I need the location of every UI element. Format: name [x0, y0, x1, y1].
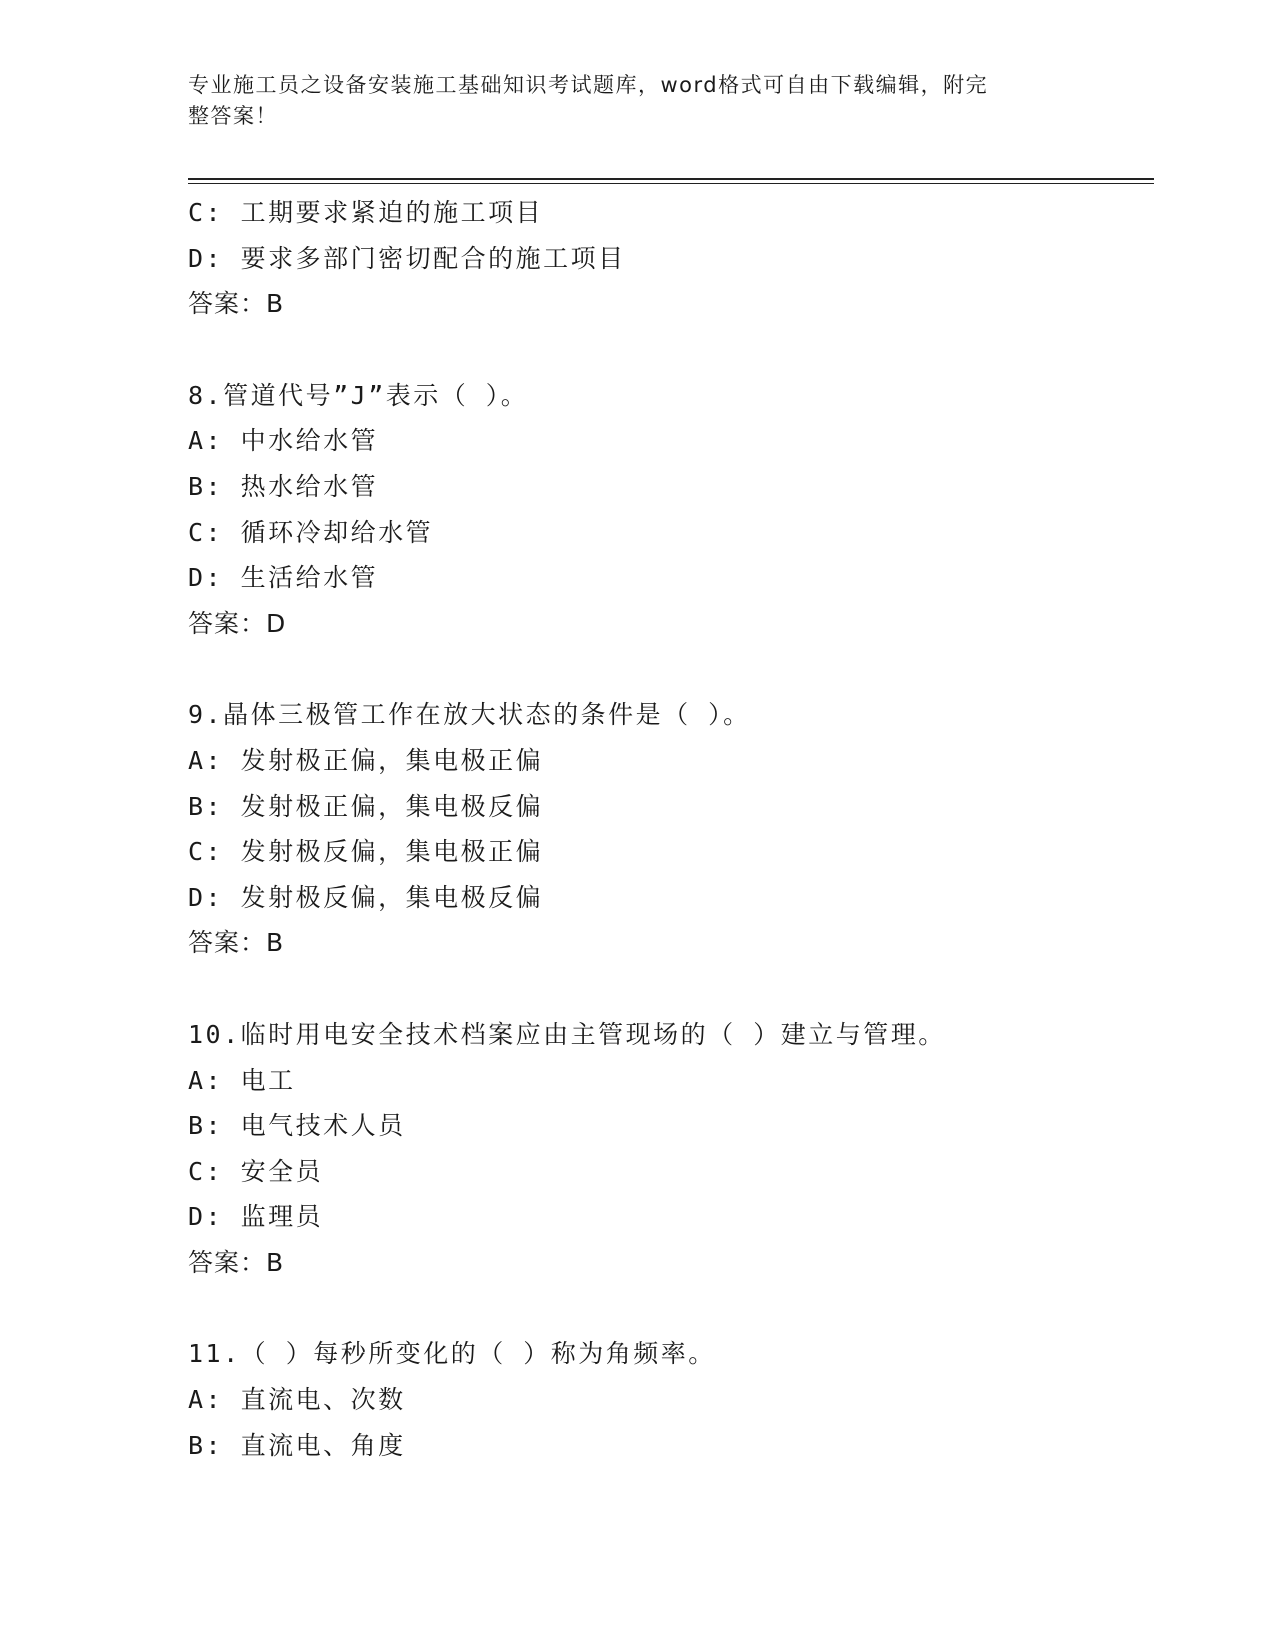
question-stem: 10.临时用电安全技术档案应由主管现场的（ ）建立与管理。	[188, 1019, 946, 1049]
question-stem: 8.管道代号”J”表示（ ）。	[188, 380, 529, 410]
question-stem: 11.（ ）每秒所变化的（ ）称为角频率。	[188, 1339, 716, 1369]
document-header	[188, 70, 1068, 132]
option-b: B: 直流电、角度	[188, 1430, 406, 1460]
option-d: D: 发射极反偏，集电极反偏	[188, 882, 544, 912]
answer-line: 答案：B	[188, 289, 285, 319]
option-a: A: 发射极正偏，集电极正偏	[188, 745, 544, 775]
header-line-2: 整答案！	[188, 104, 278, 128]
header-line-1: 专业施工员之设备安装施工基础知识考试题库，word格式可自由下载编辑，附完	[188, 73, 989, 97]
option-c: C: 循环冷却给水管	[188, 517, 434, 547]
question-7-continued	[188, 190, 1148, 327]
header-divider-thick	[188, 178, 1154, 180]
answer-line: 答案：B	[188, 1247, 285, 1277]
option-d: D: 生活给水管	[188, 563, 379, 593]
option-b: B: 电气技术人员	[188, 1111, 406, 1141]
answer-line: 答案：D	[188, 608, 287, 638]
option-c: C: 工期要求紧迫的施工项目	[188, 198, 544, 227]
question-11	[188, 1331, 1148, 1468]
question-list	[188, 190, 1148, 1468]
header-divider-thin	[188, 183, 1154, 184]
option-c: C: 发射极反偏，集电极正偏	[188, 837, 544, 867]
option-d: D: 要求多部门密切配合的施工项目	[188, 243, 626, 273]
question-9	[188, 692, 1148, 966]
option-a: A: 中水给水管	[188, 426, 379, 456]
option-a: A: 直流电、次数	[188, 1385, 406, 1415]
question-stem: 9.晶体三极管工作在放大状态的条件是（ ）。	[188, 700, 751, 730]
question-8	[188, 373, 1148, 647]
option-d: D: 监理员	[188, 1202, 324, 1232]
option-b: B: 热水给水管	[188, 471, 379, 501]
option-c: C: 安全员	[188, 1156, 324, 1186]
question-10	[188, 1012, 1148, 1286]
answer-line: 答案：B	[188, 928, 285, 958]
option-a: A: 电工	[188, 1065, 296, 1095]
option-b: B: 发射极正偏，集电极反偏	[188, 791, 544, 821]
